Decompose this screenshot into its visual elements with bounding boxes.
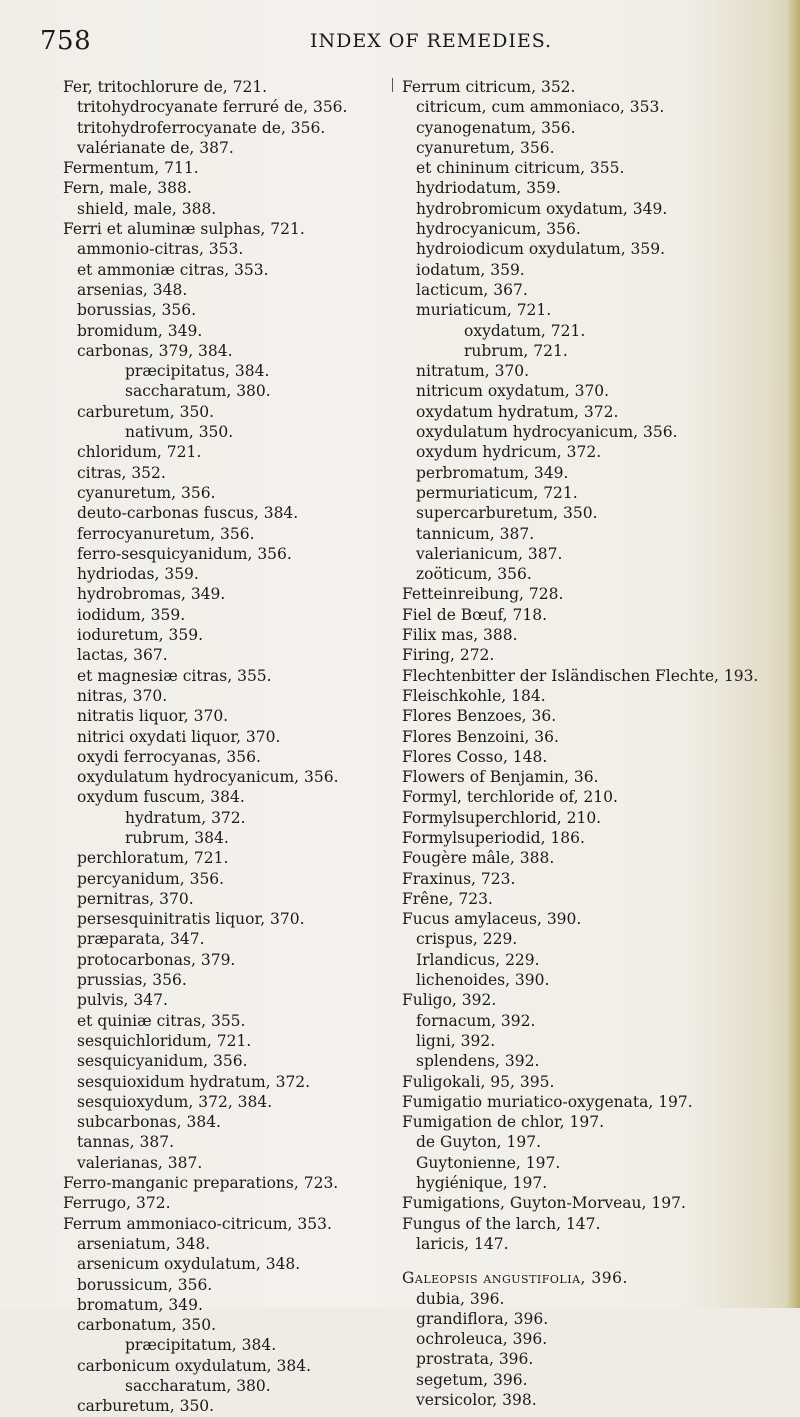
index-entry: Fungus of the larch, 147. xyxy=(402,1214,601,1233)
index-entry: cyanogenatum, 356. xyxy=(416,118,576,137)
index-entry: arsenicum oxydulatum, 348. xyxy=(77,1255,301,1274)
index-entry: Flores Benzoes, 36. xyxy=(402,707,557,726)
index-entry: saccharatum, 380. xyxy=(125,382,271,401)
index-entry: oxydatum, 721. xyxy=(464,321,586,340)
index-entry: sesquioxidum hydratum, 372. xyxy=(77,1072,311,1091)
index-entry: perbromatum, 349. xyxy=(416,463,569,482)
index-entry: tritohydrocyanate ferruré de, 356. xyxy=(77,98,348,117)
index-entry: Fermentum, 711. xyxy=(63,159,199,178)
index-entry: hydriodas, 359. xyxy=(77,565,199,584)
running-head-title: INDEX OF REMEDIES. xyxy=(310,30,553,52)
index-entry: Fougère mâle, 388. xyxy=(402,849,555,868)
index-entry: oxydatum hydratum, 372. xyxy=(416,402,619,421)
index-entry: Ferrum citricum, 352. xyxy=(402,78,576,96)
index-entry: percyanidum, 356. xyxy=(77,869,225,888)
index-entry: lactas, 367. xyxy=(77,646,168,665)
index-entry: et magnesiæ citras, 355. xyxy=(77,666,272,685)
index-entry: splendens, 392. xyxy=(416,1052,540,1071)
index-entry: nitricum oxydatum, 370. xyxy=(416,382,610,401)
index-entry: Fraxinus, 723. xyxy=(402,869,516,888)
index-entry: oxydulatum hydrocyanicum, 356. xyxy=(77,768,339,787)
index-entry: nitratum, 370. xyxy=(416,362,530,381)
index-entry: segetum, 396. xyxy=(416,1370,528,1389)
index-entry: ferro-sesquicyanidum, 356. xyxy=(77,544,292,563)
index-entry: et ammoniæ citras, 353. xyxy=(77,260,269,279)
index-entry: grandiflora, 396. xyxy=(416,1309,549,1328)
index-entry: Flowers of Benjamin, 36. xyxy=(402,768,599,787)
index-entry: præcipitatum, 384. xyxy=(125,1336,277,1355)
index-entry: Formyl, terchloride of, 210. xyxy=(402,788,618,807)
page-number: 758 xyxy=(40,26,92,56)
index-entry: pernitras, 370. xyxy=(77,889,194,908)
index-entry: nitras, 370. xyxy=(77,686,168,705)
index-entry: zoöticum, 356. xyxy=(416,565,532,584)
index-entry: muriaticum, 721. xyxy=(416,301,552,320)
index-entry: nitratis liquor, 370. xyxy=(77,707,229,726)
page-header xyxy=(40,26,760,66)
index-entry: hydrobromicum oxydatum, 349. xyxy=(416,199,668,218)
index-entry: chloridum, 721. xyxy=(77,443,202,462)
index-entry: fornacum, 392. xyxy=(416,1011,536,1030)
index-entry: perchloratum, 721. xyxy=(77,849,229,868)
index-entry: bromatum, 349. xyxy=(77,1295,203,1314)
index-entry: Ferro-manganic preparations, 723. xyxy=(63,1174,339,1193)
index-entry: tannicum, 387. xyxy=(416,524,535,543)
index-entry: lichenoides, 390. xyxy=(416,971,550,990)
index-entry: carbonatum, 350. xyxy=(77,1316,217,1335)
index-entry: hydrocyanicum, 356. xyxy=(416,220,581,239)
index-entry: carbonicum oxydulatum, 384. xyxy=(77,1356,312,1375)
index-entry: saccharatum, 380. xyxy=(125,1377,271,1395)
index-entry: Filix mas, 388. xyxy=(402,626,518,645)
index-entry: persesquinitratis liquor, 370. xyxy=(77,910,305,929)
index-entry: Fuligokali, 95, 395. xyxy=(402,1072,555,1091)
index-entry: carbonas, 379, 384. xyxy=(77,341,233,360)
index-entry: deuto-carbonas fuscus, 384. xyxy=(77,504,299,523)
index-entry: Guytonienne, 197. xyxy=(416,1153,561,1172)
index-entry: iodidum, 359. xyxy=(77,605,186,624)
index-entry: oxydum fuscum, 384. xyxy=(77,788,245,807)
index-entry: Flechtenbitter der Isländischen Flechte, 193. xyxy=(402,666,759,685)
index-entry: prostrata, 396. xyxy=(416,1350,534,1369)
index-entry: lacticum, 367. xyxy=(416,280,528,299)
index-entry: Fetteinreibung, 728. xyxy=(402,585,564,604)
index-entry: valérianate de, 387. xyxy=(77,138,234,157)
index-entry: rubrum, 721. xyxy=(464,341,568,360)
index-entry: pulvis, 347. xyxy=(77,991,168,1010)
index-entry: Ferrum ammoniaco-citricum, 353. xyxy=(63,1214,332,1233)
index-entry: Fleischkohle, 184. xyxy=(402,686,546,705)
index-entry: sesquichloridum, 721. xyxy=(77,1031,252,1050)
index-entry: supercarburetum, 350. xyxy=(416,504,598,523)
index-entry: Ferri et aluminæ sulphas, 721. xyxy=(63,220,305,239)
index-entry: de Guyton, 197. xyxy=(416,1133,542,1152)
index-entry: ammonio-citras, 353. xyxy=(77,240,244,259)
index-entry: Flores Benzoini, 36. xyxy=(402,727,559,746)
index-entry: hydroiodicum oxydulatum, 359. xyxy=(416,240,666,259)
index-entry: Fumigations, Guyton-Morveau, 197. xyxy=(402,1194,686,1213)
index-column-right xyxy=(402,77,797,1410)
index-entry: rubrum, 384. xyxy=(125,828,229,847)
index-entry: shield, male, 388. xyxy=(77,199,217,218)
index-column-left xyxy=(63,77,393,1417)
index-entry: Fucus amylaceus, 390. xyxy=(402,910,582,929)
index-entry: iodatum, 359. xyxy=(416,260,525,279)
index-entry: ochroleuca, 396. xyxy=(416,1330,548,1349)
index-entry: oxydi ferrocyanas, 356. xyxy=(77,747,261,766)
index-entry: hydriodatum, 359. xyxy=(416,179,561,198)
index-entry: valerianas, 387. xyxy=(77,1153,203,1172)
index-entry: præcipitatus, 384. xyxy=(125,362,270,381)
index-entry: sesquicyanidum, 356. xyxy=(77,1052,248,1071)
index-entry: Fer, tritochlorure de, 721. xyxy=(63,78,268,96)
index-entry: borussias, 356. xyxy=(77,301,197,320)
index-entry: nativum, 350. xyxy=(125,423,234,442)
index-entry: Frêne, 723. xyxy=(402,889,493,908)
index-entry: nitrici oxydati liquor, 370. xyxy=(77,727,281,746)
index-entry: protocarbonas, 379. xyxy=(77,950,236,969)
index-entry: laricis, 147. xyxy=(416,1234,509,1253)
index-entry: citras, 352. xyxy=(77,463,166,482)
index-entry: crispus, 229. xyxy=(416,930,518,949)
index-entry: arseniatum, 348. xyxy=(77,1234,211,1253)
index-entry: Fumigatio muriatico-oxygenata, 197. xyxy=(402,1092,693,1111)
index-entry: tritohydroferrocyanate de, 356. xyxy=(77,118,326,137)
index-entry: citricum, cum ammoniaco, 353. xyxy=(416,98,665,117)
index-entry: arsenias, 348. xyxy=(77,280,188,299)
index-entry: oxydulatum hydrocyanicum, 356. xyxy=(416,423,678,442)
index-entry: Formylsuperiodid, 186. xyxy=(402,828,585,847)
index-entry: ioduretum, 359. xyxy=(77,626,204,645)
index-entry: prussias, 356. xyxy=(77,971,187,990)
index-entry: cyanuretum, 356. xyxy=(416,138,555,157)
index-entry: cyanuretum, 356. xyxy=(77,483,216,502)
index-entry: Fiel de Bœuf, 718. xyxy=(402,605,548,624)
index-entry: valerianicum, 387. xyxy=(416,544,563,563)
index-entry: tannas, 387. xyxy=(77,1133,174,1152)
index-entry: Firing, 272. xyxy=(402,646,495,665)
index-entry: carburetum, 350. xyxy=(77,402,215,421)
index-entry: permuriaticum, 721. xyxy=(416,483,578,502)
index-entry: et chininum citricum, 355. xyxy=(416,159,625,178)
index-entry: oxydum hydricum, 372. xyxy=(416,443,602,462)
index-entry: bromidum, 349. xyxy=(77,321,203,340)
index-entry: præparata, 347. xyxy=(77,930,205,949)
index-entry: hydrobromas, 349. xyxy=(77,585,226,604)
index-entry: dubia, 396. xyxy=(416,1289,505,1308)
index-entry: ligni, 392. xyxy=(416,1031,496,1050)
index-entry: Flores Cosso, 148. xyxy=(402,747,548,766)
index-entry: Formylsuperchlorid, 210. xyxy=(402,808,602,827)
index-entry: hydratum, 372. xyxy=(125,808,246,827)
index-entry: et quiniæ citras, 355. xyxy=(77,1011,246,1030)
index-entry: ferrocyanuretum, 356. xyxy=(77,524,255,543)
index-entry: Fuligo, 392. xyxy=(402,991,497,1010)
index-entry: subcarbonas, 384. xyxy=(77,1113,221,1132)
index-entry: Galeopsis angustifolia, 396. xyxy=(402,1269,628,1288)
index-entry: carburetum, 350. xyxy=(77,1397,215,1416)
index-entry: Ferrugo, 372. xyxy=(63,1194,171,1213)
index-entry: sesquioxydum, 372, 384. xyxy=(77,1092,273,1111)
index-entry: Fumigation de chlor, 197. xyxy=(402,1113,605,1132)
index-entry: hygiénique, 197. xyxy=(416,1174,548,1193)
index-entry: versicolor, 398. xyxy=(416,1391,537,1409)
index-entry: borussicum, 356. xyxy=(77,1275,213,1294)
index-entry: Irlandicus, 229. xyxy=(416,950,540,969)
index-entry: Fern, male, 388. xyxy=(63,179,192,198)
